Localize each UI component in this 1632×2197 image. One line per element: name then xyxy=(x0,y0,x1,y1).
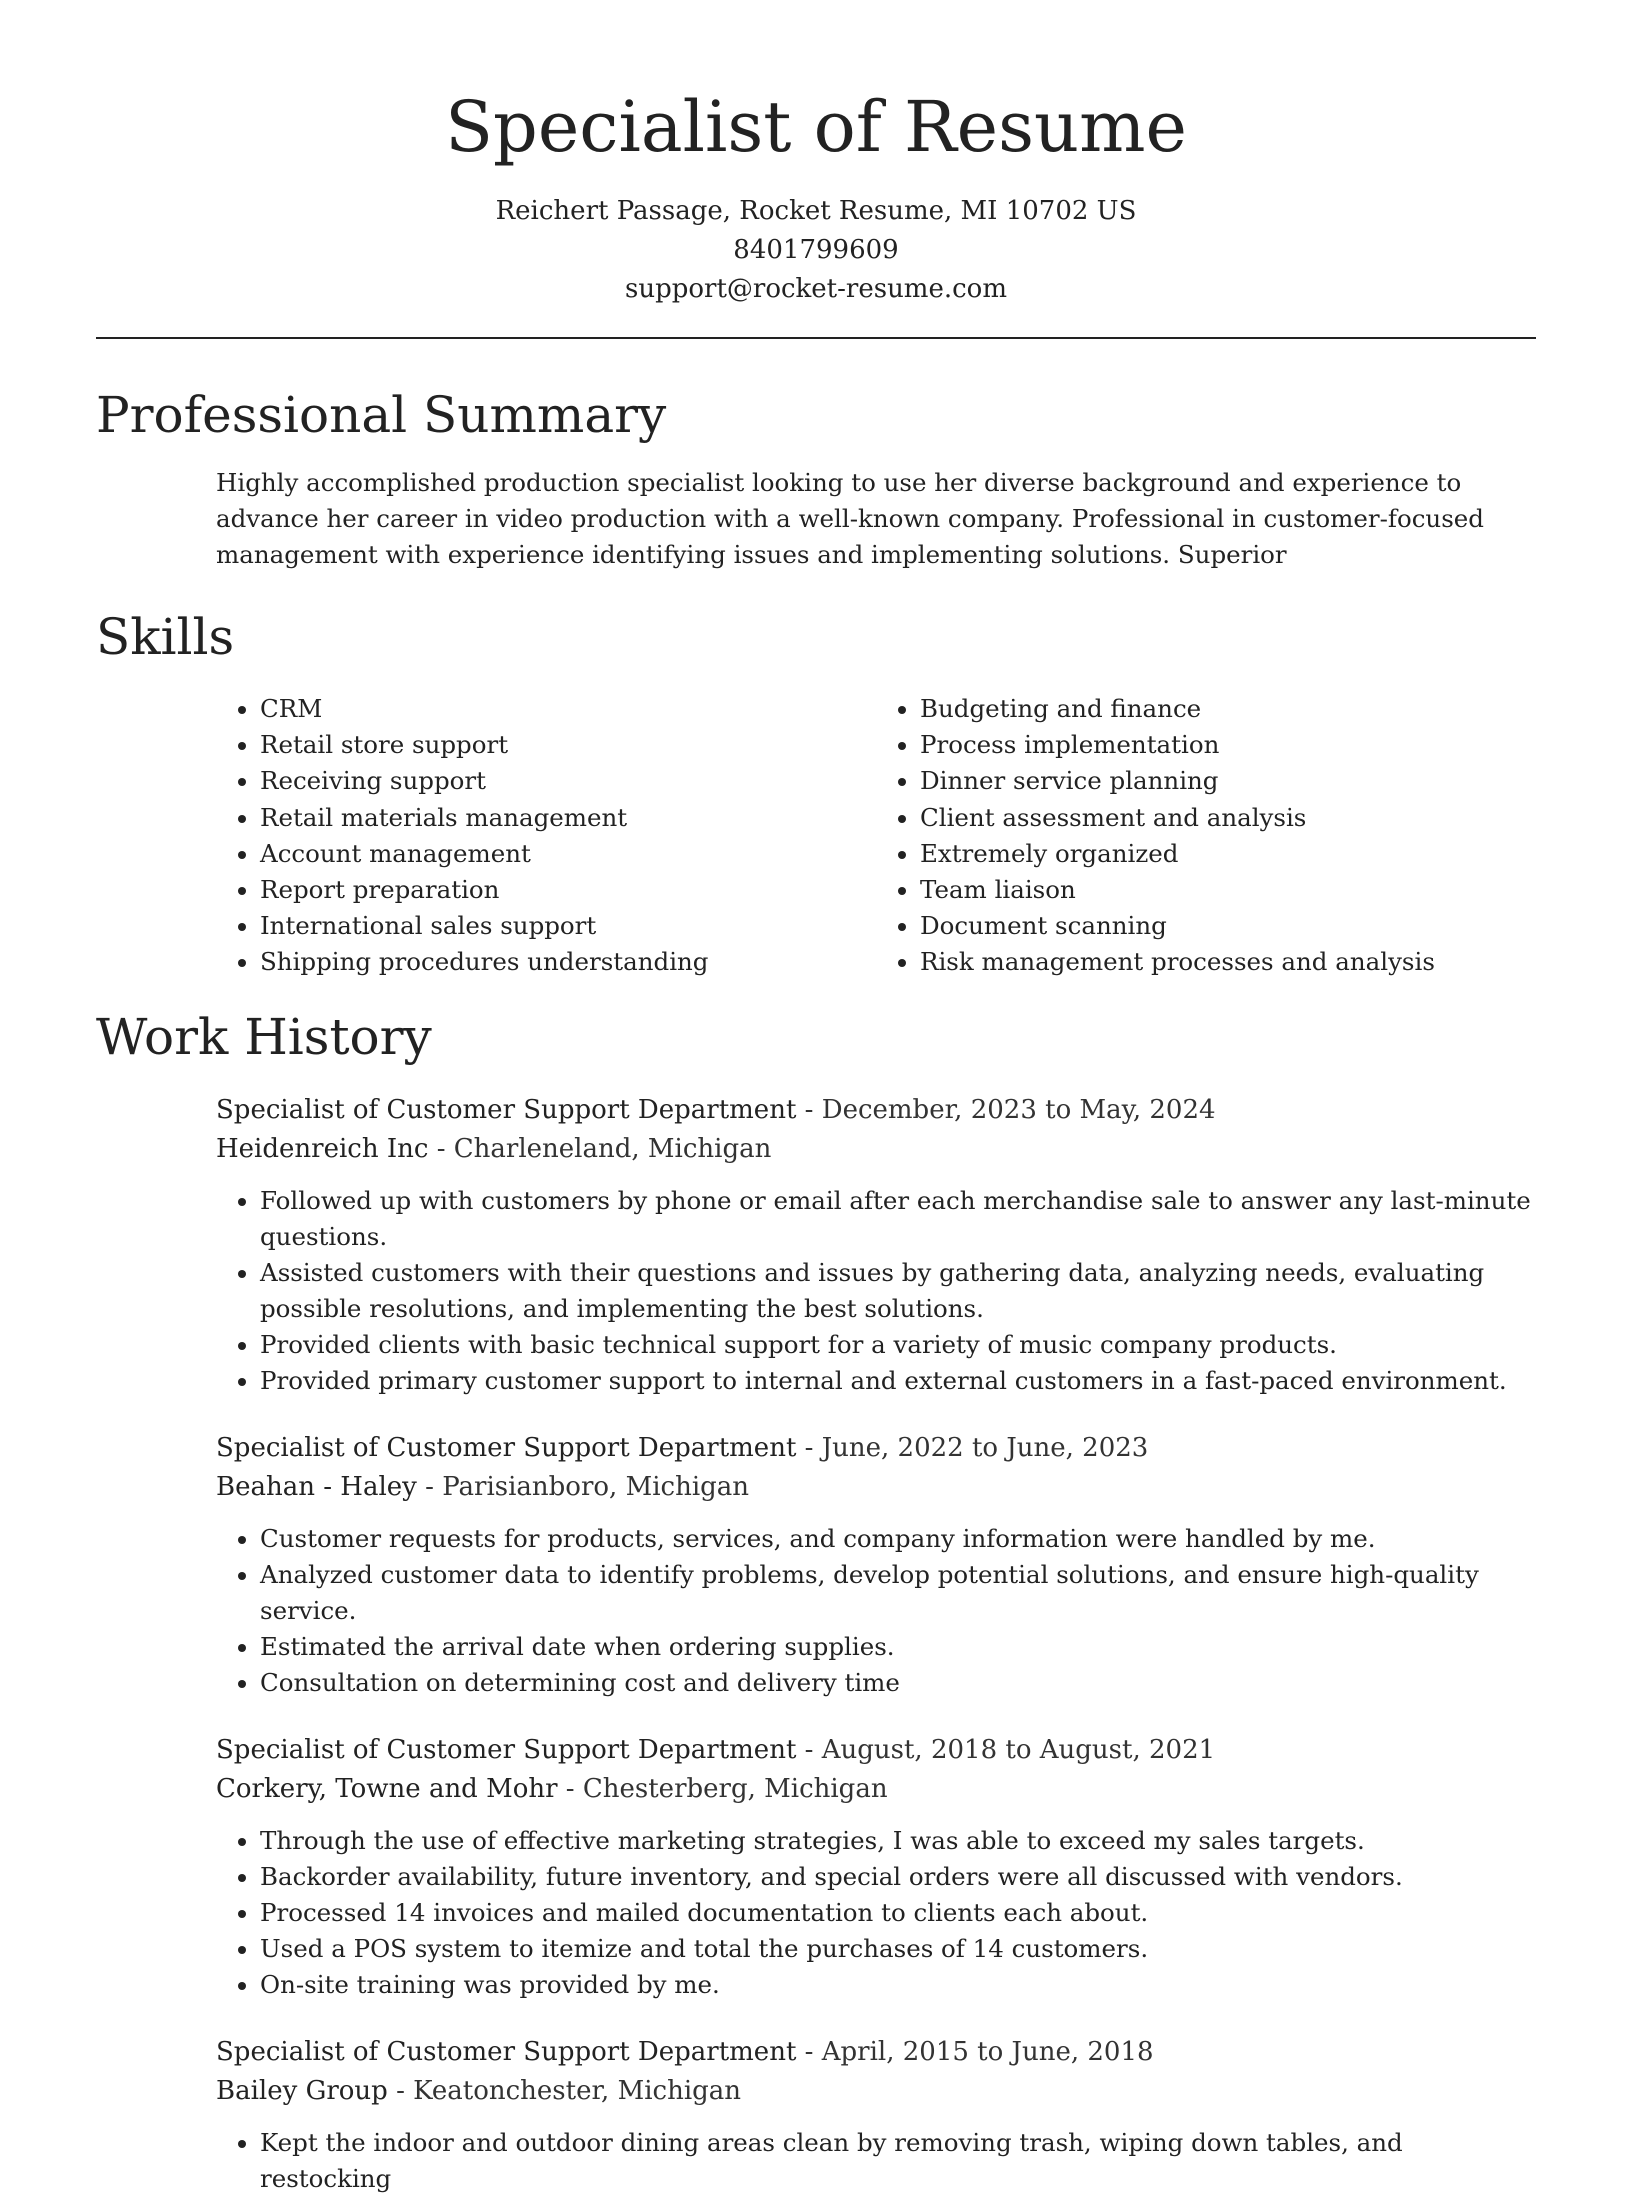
job-bullets xyxy=(216,1521,1536,1701)
job-bullet: • Provided clients with basic technical support for a variety of music company products. xyxy=(260,1327,1536,1363)
job-bullet: • Processed 14 invoices and mailed documentation to clients each about. xyxy=(260,1895,1536,1931)
job-entry xyxy=(216,1091,1536,1399)
skill-item: • Report preparation xyxy=(260,872,876,908)
resume-header xyxy=(96,0,1536,309)
job-company: Bailey Group xyxy=(216,2075,388,2106)
job-title-line xyxy=(216,1091,1536,1130)
job-location: - Keatonchester, Michigan xyxy=(387,2075,742,2106)
skill-item: • Extremely organized xyxy=(920,836,1536,872)
job-dates: - December, 2023 to May, 2024 xyxy=(796,1094,1216,1125)
job-dates: - August, 2018 to August, 2021 xyxy=(796,1734,1216,1765)
job-title-line xyxy=(216,1429,1536,1468)
job-bullet: • Analyzed customer data to identify problems, develop potential solutions, and ensure high-quality service. xyxy=(260,1557,1536,1629)
job-bullet: • On-site training was provided by me. xyxy=(260,1967,1536,2003)
skill-item: • Receiving support xyxy=(260,763,876,799)
skills-heading: Skills xyxy=(96,608,235,666)
job-company: Beahan - Haley xyxy=(216,1471,417,1502)
job-entry xyxy=(216,2033,1536,2197)
address-text: Reichert Passage, Rocket Resume, MI 10702 US xyxy=(495,196,1137,226)
job-bullet: • Estimated the arrival date when ordering supplies. xyxy=(260,1629,1536,1665)
job-bullet: • Through the use of effective marketing strategies, I was able to exceed my sales targets. xyxy=(260,1823,1536,1859)
phone-text: 8401799609 xyxy=(733,235,899,265)
skill-item: • Document scanning xyxy=(920,908,1536,944)
job-role: Specialist of Customer Support Department xyxy=(216,1432,797,1463)
job-company: Heidenreich Inc xyxy=(216,1133,429,1164)
skill-item: • Dinner service planning xyxy=(920,763,1536,799)
job-bullet: • Backorder availability, future inventory, and special orders were all discussed with vendors. xyxy=(260,1859,1536,1895)
skill-item: • Shipping procedures understanding xyxy=(260,944,876,980)
skills-grid xyxy=(216,691,1536,981)
skill-item: • Client assessment and analysis xyxy=(920,800,1536,836)
job-company-line xyxy=(216,1130,1536,1169)
job-bullet: • Followed up with customers by phone or email after each merchandise sale to answer any last-minute questions. xyxy=(260,1183,1536,1255)
job-bullet: • Kept the indoor and outdoor dining areas clean by removing trash, wiping down tables, and restocking xyxy=(260,2125,1536,2197)
skills-list-right xyxy=(876,691,1536,981)
skill-item: • International sales support xyxy=(260,908,876,944)
job-company-line xyxy=(216,1770,1536,1809)
header-divider xyxy=(96,337,1536,339)
job-entry xyxy=(216,1429,1536,1701)
work-history-heading: Work History xyxy=(96,1007,432,1066)
job-role: Specialist of Customer Support Department xyxy=(216,1094,797,1125)
skill-item: • Budgeting and finance xyxy=(920,691,1536,727)
job-entry xyxy=(216,1731,1536,2003)
summary-paragraph: Highly accomplished production specialist looking to use her diverse background and experience to advance her career in video production with a well-known company. Professional in customer-focused management with experience identifying issues and implementing solutions. Superior xyxy=(216,468,1484,569)
skill-item: • CRM xyxy=(260,691,876,727)
job-dates: - April, 2015 to June, 2018 xyxy=(796,2036,1154,2067)
job-bullets xyxy=(216,2125,1536,2197)
candidate-name: Specialist of Resume xyxy=(445,86,1187,168)
job-location: - Chesterberg, Michigan xyxy=(557,1773,888,1804)
skill-item: • Retail store support xyxy=(260,727,876,763)
resume-page xyxy=(96,0,1536,2197)
job-bullet: • Used a POS system to itemize and total the purchases of 14 customers. xyxy=(260,1931,1536,1967)
skill-item: • Team liaison xyxy=(920,872,1536,908)
skills-list-left xyxy=(216,691,876,981)
job-bullet: • Consultation on determining cost and delivery time xyxy=(260,1665,1536,1701)
skill-item: • Retail materials management xyxy=(260,800,876,836)
job-company-line xyxy=(216,2072,1536,2111)
skill-item: • Account management xyxy=(260,836,876,872)
skill-item: • Process implementation xyxy=(920,727,1536,763)
summary-section xyxy=(96,383,1536,573)
job-bullet: • Provided primary customer support to internal and external customers in a fast-paced environment. xyxy=(260,1363,1536,1399)
contact-block xyxy=(96,192,1536,309)
job-location: - Parisianboro, Michigan xyxy=(416,1471,750,1502)
job-bullet: • Customer requests for products, services, and company information were handled by me. xyxy=(260,1521,1536,1557)
skill-item: • Risk management processes and analysis xyxy=(920,944,1536,980)
summary-heading: Professional Summary xyxy=(96,386,667,444)
work-history-section xyxy=(96,1005,1536,2197)
job-title-line xyxy=(216,1731,1536,1770)
email-text: support@rocket-resume.com xyxy=(624,274,1007,304)
job-title-line xyxy=(216,2033,1536,2072)
job-company: Corkery, Towne and Mohr xyxy=(216,1773,558,1804)
job-company-line xyxy=(216,1468,1536,1507)
job-role: Specialist of Customer Support Department xyxy=(216,2036,797,2067)
skills-section xyxy=(96,605,1536,981)
job-bullet: • Assisted customers with their questions and issues by gathering data, analyzing needs, evaluating possible resolutions, and implementing the best solutions. xyxy=(260,1255,1536,1327)
job-role: Specialist of Customer Support Department xyxy=(216,1734,797,1765)
job-dates: - June, 2022 to June, 2023 xyxy=(796,1432,1149,1463)
job-location: - Charleneland, Michigan xyxy=(428,1133,772,1164)
job-bullets xyxy=(216,1823,1536,2003)
job-bullets xyxy=(216,1183,1536,1399)
